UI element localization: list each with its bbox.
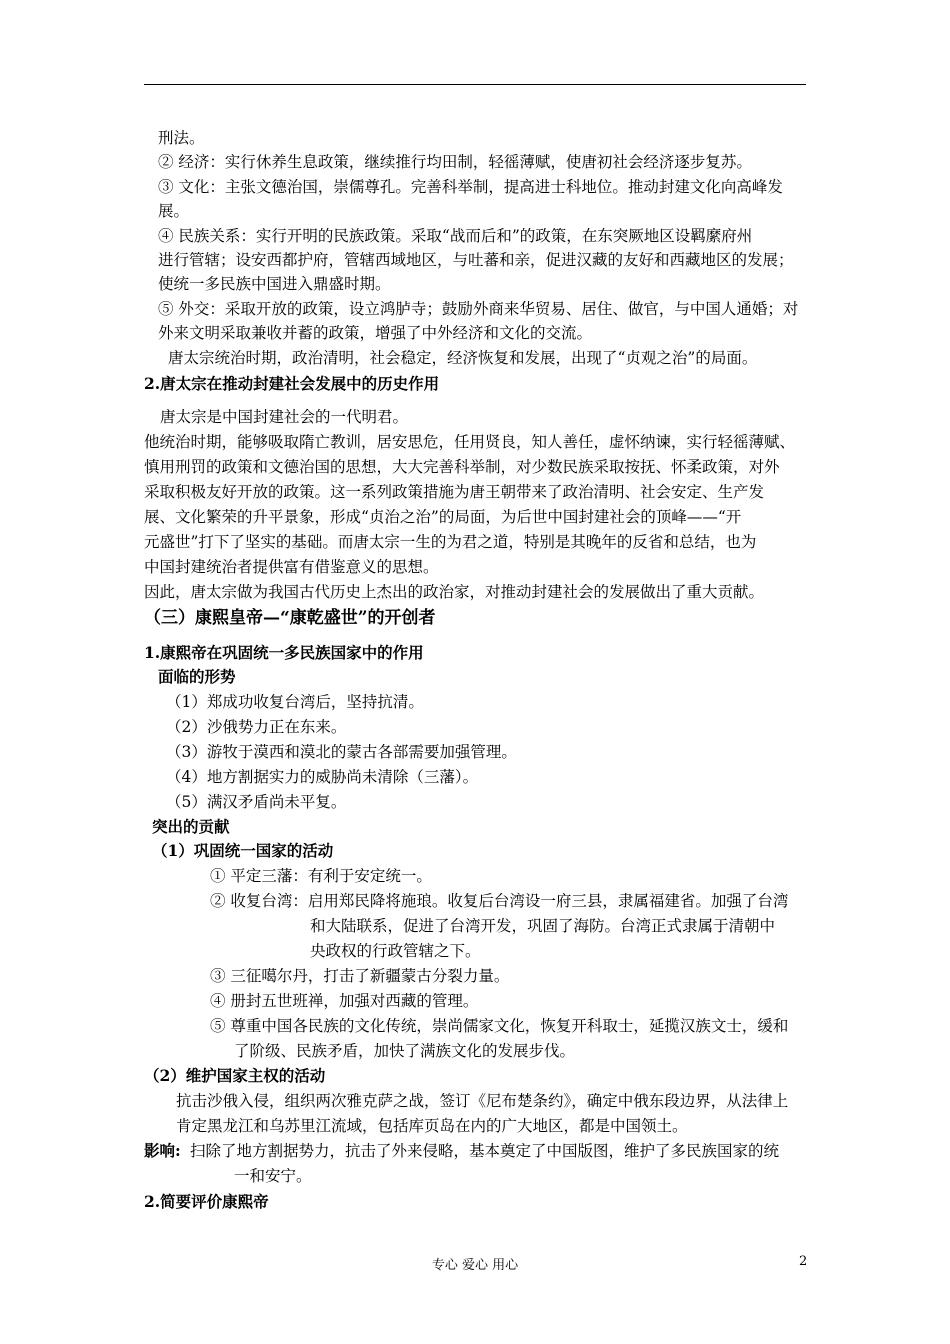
text-line: 突出的贡献 [152, 817, 230, 836]
text-line: 唐太宗是中国封建社会的一代明君。 [160, 408, 409, 426]
text-line: 展、文化繁荣的升平景象，形成“贞治之治”的局面，为后世中国封建社会的顶峰——“开 [144, 508, 742, 526]
text-line: 进行管辖；设安西都护府，管辖西域地区，与吐蕃和亲，促进汉藏的友好和西藏地区的发展； [158, 251, 794, 269]
text-line: ② 收复台湾：启用郑民降将施琅。收复后台湾设一府三县，隶属福建省。加强了台湾 [210, 892, 789, 910]
text-line: ④ 册封五世班禅，加强对西藏的管理。 [210, 992, 479, 1010]
text-line: 元盛世”打下了坚实的基础。而唐太宗一生的为君之道，特别是其晚年的反省和总结，也为 [144, 533, 757, 551]
text-line: （2）维护国家主权的活动 [144, 1066, 326, 1085]
page-footer: 专心 爱心 用心 [431, 1258, 519, 1273]
text-line: 因此，唐太宗做为我国古代历史上杰出的政治家，对推动封建社会的发展做出了重大贡献。 [144, 583, 765, 601]
text-line: （4）地方割据实力的威胁尚未清除（三藩）。 [166, 768, 479, 786]
text-line: 扫除了地方割据势力，抗击了外来侵略，基本奠定了中国版图，维护了多民族国家的统 [190, 1142, 780, 1160]
text-line: （2）沙俄势力正在东来。 [166, 718, 347, 736]
text-line: 他统治时期，能够吸取隋亡教训，居安思危，任用贤良，知人善任，虚怀纳谏，实行轻徭薄赋、 [144, 433, 796, 451]
text-line: 和大陆联系，促进了台湾开发，巩固了海防。台湾正式隶属于清朝中 [310, 917, 776, 935]
text-line: 抗击沙俄入侵，组织两次雅克萨之战，签订《尼布楚条约》，确定中俄东段边界，从法律上 [176, 1092, 789, 1110]
text-line: 展。 [158, 202, 190, 220]
text-line: ① 平定三藩：有利于安定统一。 [210, 867, 432, 885]
text-line: 央政权的行政管辖之下。 [310, 942, 481, 960]
text-line: 采取积极友好开放的政策。这一系列政策措施为唐王朝带来了政治清明、社会安定、生产发 [144, 483, 765, 501]
text-line: 了阶级、民族矛盾，加快了满族文化的发展步伐。 [234, 1042, 576, 1060]
text-line: 慎用刑罚的政策和文德治国的思想，大大完善科举制，对少数民族采取按抚、怀柔政策，对外 [144, 458, 780, 476]
text-line: 外来文明采取兼收并蓄的政策，增强了中外经济和文化的交流。 [158, 324, 593, 342]
text-line: （1）郑成功收复台湾后，坚持抗清。 [166, 693, 424, 711]
text-line: 2.简要评价康熙帝 [144, 1192, 269, 1211]
text-line: ④ 民族关系：实行开明的民族政策。采取“战而后和”的政策，在东突厥地区设羁縻府州 [158, 227, 753, 245]
text-line: （3）游牧于漠西和漠北的蒙古各部需要加强管理。 [166, 743, 517, 761]
text-line: （5）满汉矛盾尚未平复。 [166, 793, 347, 811]
text-line: ③ 三征噶尔丹，打击了新疆蒙古分裂力量。 [210, 967, 510, 985]
influence-label: 影响: [144, 1141, 181, 1160]
text-line: 中国封建统治者提供富有借鉴意义的思想。 [144, 558, 439, 576]
text-line: （三）康熙皇帝—“康乾盛世”的开创者 [144, 608, 436, 628]
header-rule [144, 84, 806, 85]
text-line: 面临的形势 [158, 667, 236, 686]
text-line: ⑤ 尊重中国各民族的文化传统，崇尚儒家文化，恢复开科取士，延揽汉族文士，缓和 [210, 1017, 789, 1035]
text-line: ⑤ 外交：采取开放的政策，设立鸿胪寺；鼓励外商来华贸易、居住、做官，与中国人通婚；对 [158, 300, 799, 318]
text-line: 一和安宁。 [234, 1167, 312, 1185]
text-line: （1）巩固统一国家的活动 [152, 841, 334, 860]
text-line: 2.唐太宗在推动封建社会发展中的历史作用 [144, 374, 440, 393]
text-line: ③ 文化：主张文德治国，崇儒尊孔。完善科举制，提高进士科地位。推动封建文化向高峰发 [158, 178, 783, 196]
text-line: ② 经济：实行休养生息政策，继续推行均田制，轻徭薄赋，使唐初社会经济逐步复苏。 [158, 153, 752, 171]
text-line: 1.康熙帝在巩固统一多民族国家中的作用 [144, 643, 424, 662]
text-line: 唐太宗统治时期，政治清明，社会稳定，经济恢复和发展，出现了“贞观之治”的局面。 [168, 349, 758, 367]
page-number: 2 [799, 1254, 808, 1269]
text-line: 刑法。 [158, 129, 205, 147]
text-line: 使统一多民族中国进入鼎盛时期。 [158, 275, 391, 293]
text-line: 肯定黑龙江和乌苏里江流域，包括库页岛在内的广大地区，都是中国领土。 [176, 1117, 688, 1135]
